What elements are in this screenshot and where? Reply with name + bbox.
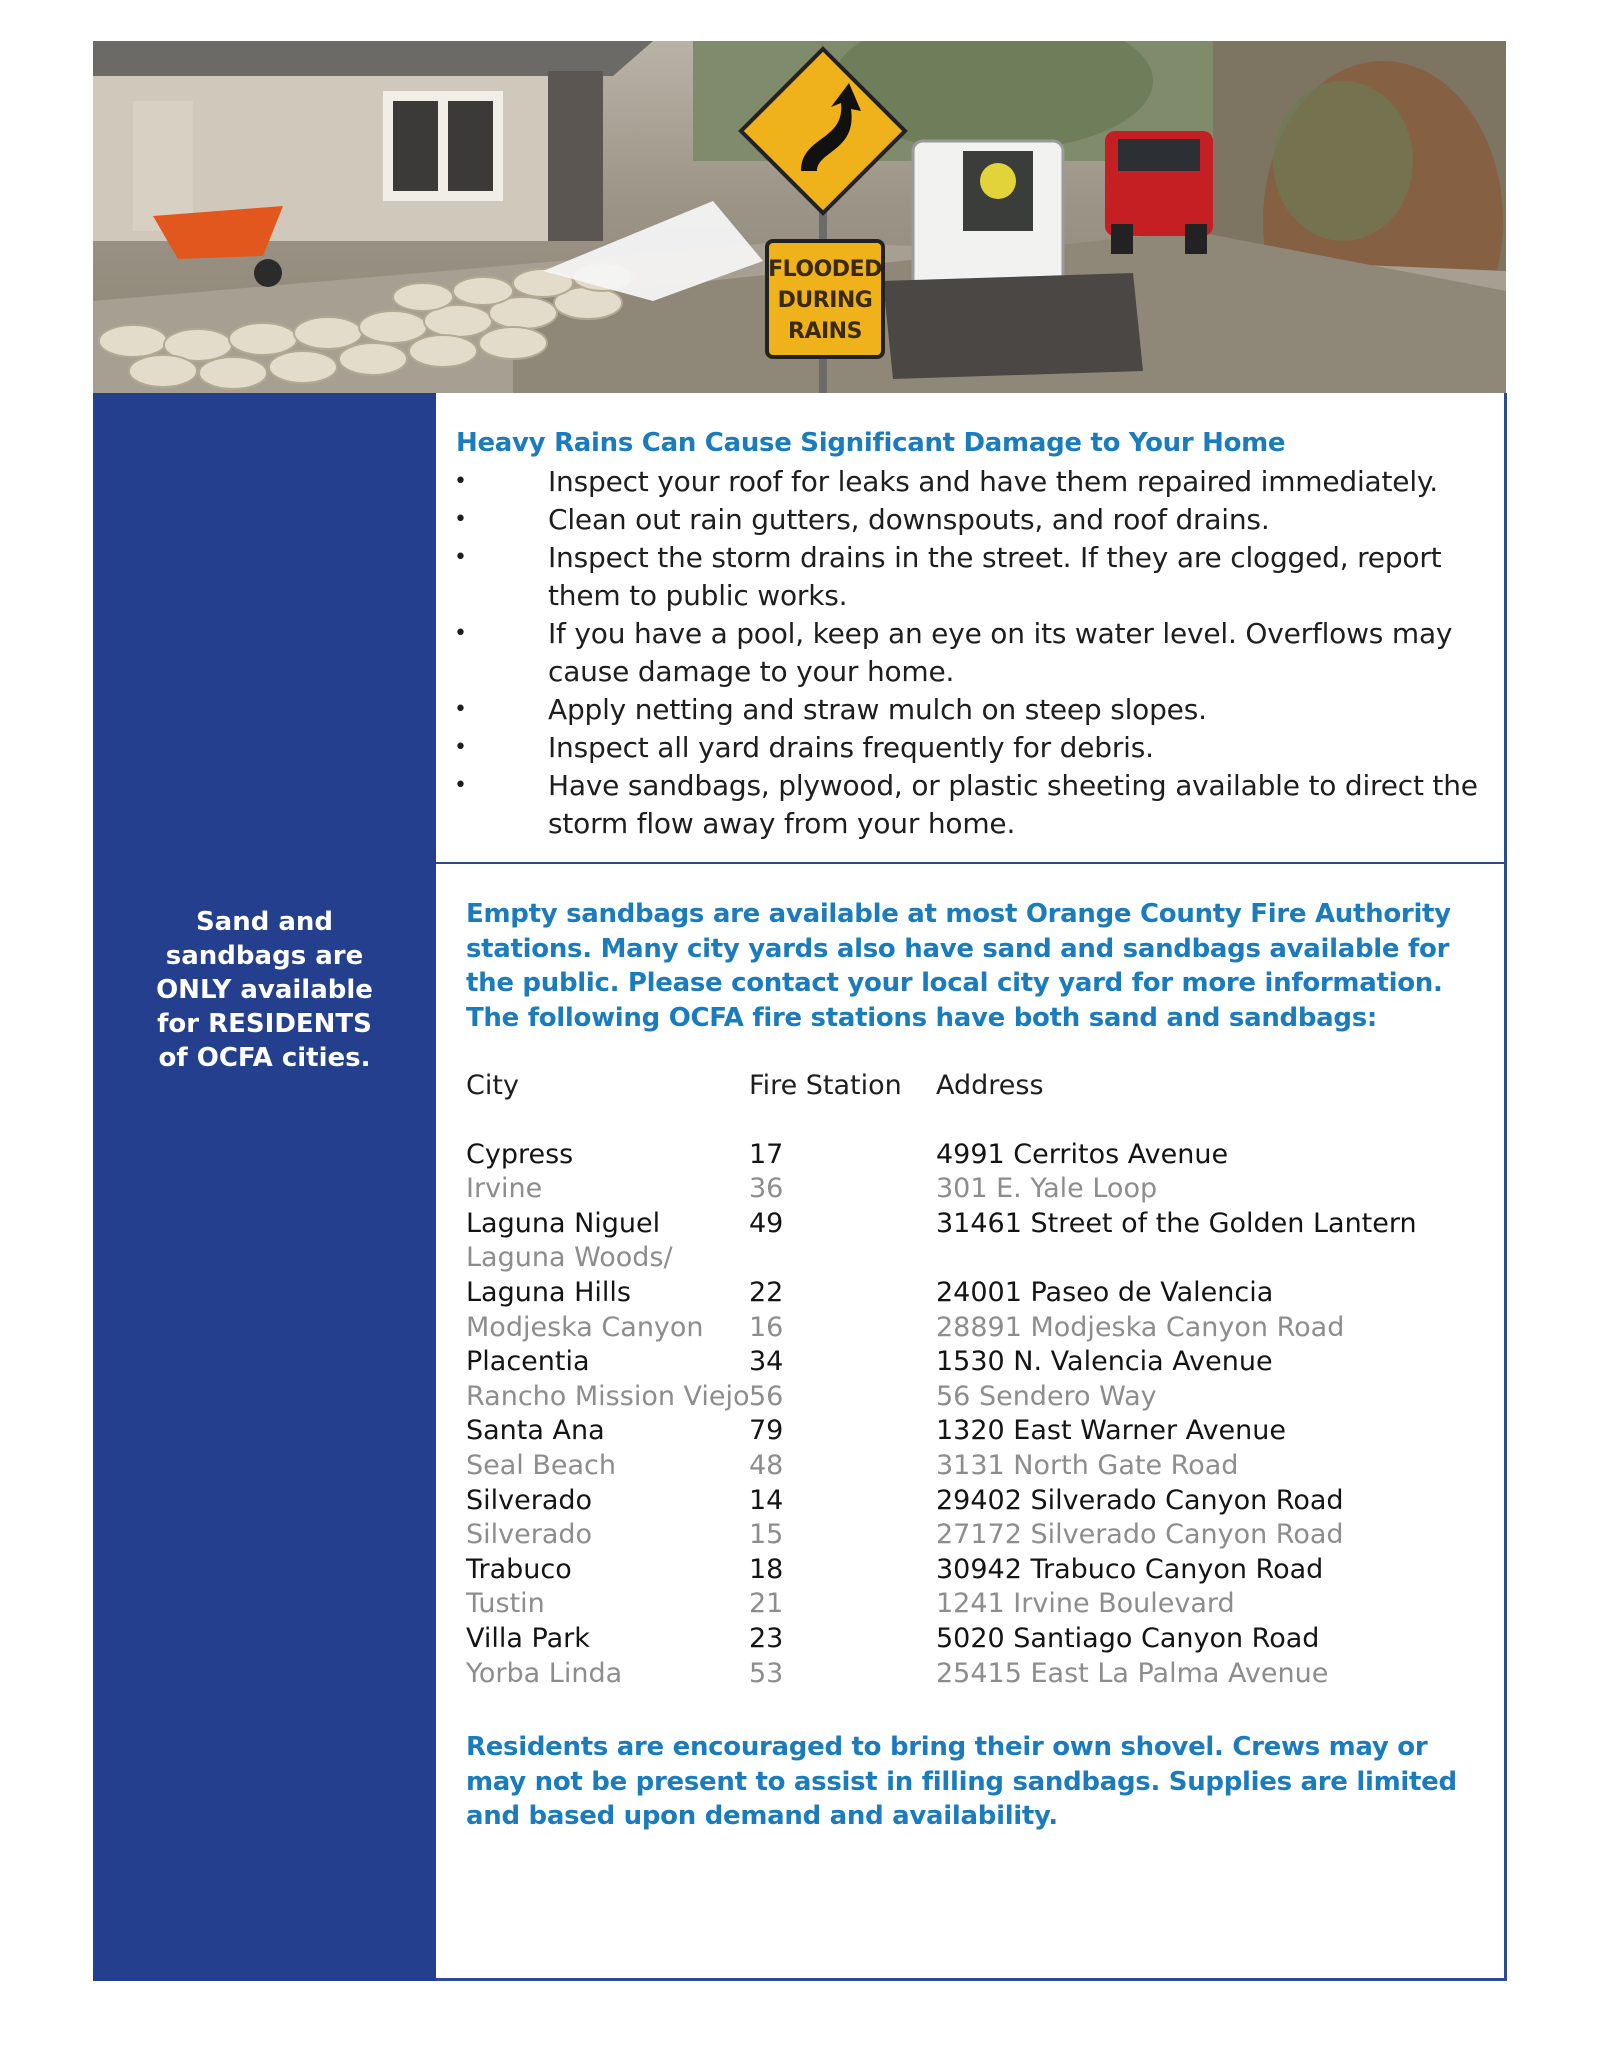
tip-text: Have sandbags, plywood, or plastic sheeting available to direct the storm flow away from your home. <box>548 769 1478 840</box>
cell-station: 53 <box>749 1657 784 1689</box>
sidebar-residents-note: Sand and sandbags are ONLY available for RESIDENTS of OCFA cities. <box>156 907 373 1073</box>
bullet-icon: • <box>454 735 467 760</box>
table-row <box>466 1207 1466 1242</box>
cell-address: 31461 Street of the Golden Lantern <box>936 1207 1417 1239</box>
tip-item <box>454 615 1494 691</box>
cell-station: 79 <box>749 1415 784 1447</box>
cell-address: 27172 Silverado Canyon Road <box>936 1519 1344 1551</box>
cell-address: 28891 Modjeska Canyon Road <box>936 1311 1345 1343</box>
cell-station: 36 <box>749 1173 784 1205</box>
table-row <box>466 1172 1466 1207</box>
sandbag-panel <box>436 864 1507 1981</box>
cell-address: 30942 Trabuco Canyon Road <box>936 1553 1324 1585</box>
table-row <box>466 1311 1466 1346</box>
cell-address: 301 E. Yale Loop <box>936 1173 1158 1205</box>
table-row <box>466 1138 1466 1173</box>
column-header-fire-station: Fire Station <box>749 1070 902 1101</box>
tip-item <box>454 691 1494 729</box>
cell-city: Cypress <box>466 1138 574 1170</box>
station-table <box>466 1069 1466 1691</box>
sandbag-intro: Empty sandbags are available at most Orange County Fire Authority stations. Many city yards also have sand and sandbags available for the public. Please contact your local city yard for more information. The following OCFA fire stations have both sand and sandbags: <box>466 899 1451 1033</box>
bullet-icon: • <box>454 621 467 646</box>
tip-item <box>454 767 1494 843</box>
table-row <box>466 1622 1466 1657</box>
rain-tips-panel <box>436 393 1507 865</box>
tips-heading: Heavy Rains Can Cause Significant Damage to Your Home <box>456 428 1286 458</box>
tips-list <box>454 463 1494 843</box>
table-row <box>466 1449 1466 1484</box>
cell-address: 5020 Santiago Canyon Road <box>936 1622 1320 1654</box>
tip-text: Apply netting and straw mulch on steep slopes. <box>548 693 1207 726</box>
tip-item <box>454 539 1494 615</box>
bullet-icon: • <box>454 697 467 722</box>
tip-item <box>454 729 1494 767</box>
cell-station: 49 <box>749 1207 784 1239</box>
tip-text: Inspect all yard drains frequently for debris. <box>548 731 1154 764</box>
cell-address: 1320 East Warner Avenue <box>936 1415 1286 1447</box>
table-row <box>466 1414 1466 1449</box>
tip-text: Clean out rain gutters, downspouts, and roof drains. <box>548 503 1270 536</box>
cell-address: 29402 Silverado Canyon Road <box>936 1484 1344 1516</box>
cell-station: 15 <box>749 1519 784 1551</box>
cell-station: 56 <box>749 1380 784 1412</box>
cell-station: 14 <box>749 1484 784 1516</box>
cell-city: Seal Beach <box>466 1449 617 1481</box>
cell-station: 21 <box>749 1588 784 1620</box>
tip-text: Inspect your roof for leaks and have them repaired immediately. <box>548 465 1438 498</box>
table-row <box>466 1553 1466 1588</box>
tip-item <box>454 501 1494 539</box>
table-row <box>466 1276 1466 1311</box>
cell-station: 34 <box>749 1346 784 1378</box>
table-row <box>466 1241 1466 1276</box>
cell-station: 22 <box>749 1276 784 1308</box>
table-row <box>466 1484 1466 1519</box>
cell-city: Laguna Woods/ <box>466 1242 673 1274</box>
table-row <box>466 1657 1466 1692</box>
cell-city: Silverado <box>466 1519 593 1551</box>
header-photo <box>93 41 1506 393</box>
cell-station: 48 <box>749 1449 784 1481</box>
column-header-address: Address <box>936 1070 1044 1101</box>
cell-station: 17 <box>749 1138 784 1170</box>
sandbag-closing-note: Residents are encouraged to bring their own shovel. Crews may or may not be present to assist in filling sandbags. Supplies are limited and based upon demand and availability. <box>466 1732 1457 1831</box>
tip-item <box>454 463 1494 501</box>
cell-city: Modjeska Canyon <box>466 1311 704 1343</box>
column-header-city: City <box>466 1070 519 1101</box>
sidebar <box>93 393 436 1981</box>
table-row <box>466 1518 1466 1553</box>
table-row <box>466 1380 1466 1415</box>
cell-city: Irvine <box>466 1173 543 1205</box>
cell-station: 18 <box>749 1553 784 1585</box>
bullet-icon: • <box>454 507 467 532</box>
cell-station: 23 <box>749 1622 784 1654</box>
cell-city: Villa Park <box>466 1622 590 1654</box>
cell-city: Laguna Hills <box>466 1276 631 1308</box>
bullet-icon: • <box>454 469 467 494</box>
table-row <box>466 1345 1466 1380</box>
cell-address: 25415 East La Palma Avenue <box>936 1657 1329 1689</box>
tip-text: If you have a pool, keep an eye on its water level. Overflows may cause damage to your home. <box>548 617 1453 688</box>
cell-address: 24001 Paseo de Valencia <box>936 1276 1274 1308</box>
flood-sign-text: FLOODED DURING RAINS <box>768 256 882 344</box>
bullet-icon: • <box>454 545 467 570</box>
cell-city: Silverado <box>466 1484 593 1516</box>
cell-address: 3131 North Gate Road <box>936 1449 1239 1481</box>
cell-city: Laguna Niguel <box>466 1207 661 1239</box>
cell-address: 1241 Irvine Boulevard <box>936 1588 1235 1620</box>
cell-address: 1530 N. Valencia Avenue <box>936 1346 1273 1378</box>
cell-station: 16 <box>749 1311 784 1343</box>
table-row <box>466 1587 1466 1622</box>
cell-city: Yorba Linda <box>466 1657 623 1689</box>
cell-address: 56 Sendero Way <box>936 1380 1157 1412</box>
station-table-header <box>466 1069 1466 1104</box>
cell-city: Trabuco <box>466 1553 572 1585</box>
cell-city: Tustin <box>466 1588 545 1620</box>
cell-city: Santa Ana <box>466 1415 605 1447</box>
cell-city: Placentia <box>466 1346 590 1378</box>
cell-address: 4991 Cerritos Avenue <box>936 1138 1229 1170</box>
bullet-icon: • <box>454 773 467 798</box>
tip-text: Inspect the storm drains in the street. If they are clogged, report them to public works. <box>548 541 1442 612</box>
cell-city: Rancho Mission Viejo <box>466 1380 750 1412</box>
